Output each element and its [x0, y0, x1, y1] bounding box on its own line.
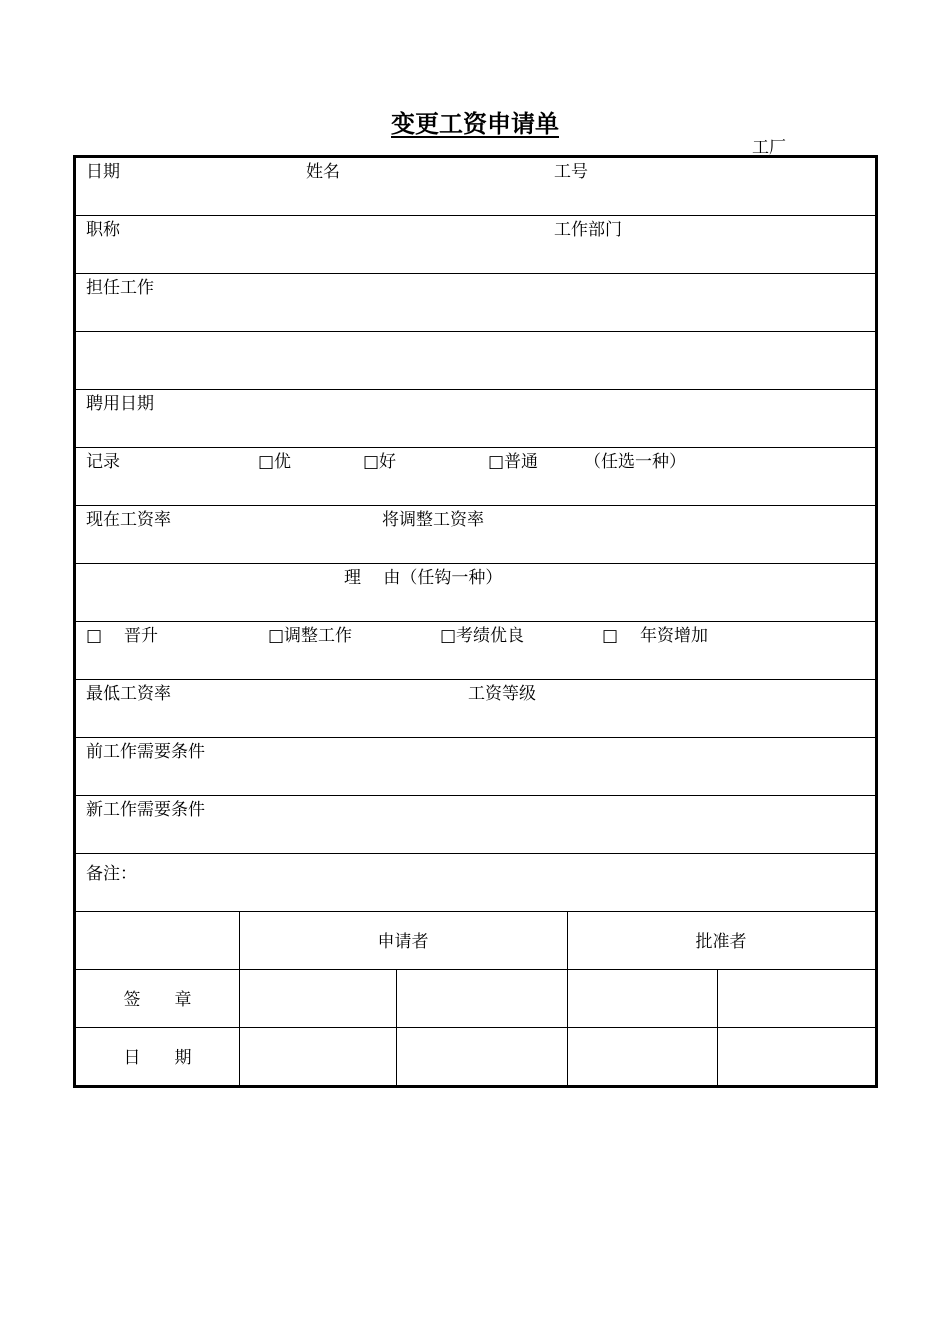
seniority-label: 年资增加 — [640, 626, 708, 646]
row-rates — [76, 506, 875, 564]
row-duty — [76, 274, 875, 332]
adjust-work-option[interactable]: □调整工作 — [268, 626, 353, 646]
date-label: 日期 — [86, 162, 120, 182]
performance-option[interactable]: □考绩优良 — [440, 626, 525, 646]
prev-requirements-label: 前工作需要条件 — [86, 742, 205, 762]
remarks-label: 备注： — [86, 864, 137, 884]
duty-label: 担任工作 — [86, 278, 154, 298]
row-blank — [76, 332, 875, 390]
grid-divider — [396, 970, 397, 1088]
signoff-date-row — [76, 1028, 875, 1088]
row-record — [76, 448, 875, 506]
reason-label: 理 由（任钩一种） — [344, 568, 503, 588]
row-minimum-rate — [76, 680, 875, 738]
new-requirements-label: 新工作需要条件 — [86, 800, 205, 820]
signature-label: 签 章 — [123, 990, 192, 1010]
grid-divider — [239, 912, 240, 1088]
seniority-checkbox[interactable]: □ — [602, 626, 619, 646]
record-option-normal[interactable]: □普通 — [488, 452, 539, 472]
signature-row — [76, 970, 875, 1028]
hire-date-label: 聘用日期 — [86, 394, 154, 414]
signoff-date-label: 日 期 — [123, 1048, 192, 1068]
grid-divider — [717, 970, 718, 1088]
applicant-label: 申请者 — [377, 932, 429, 952]
position-label: 职称 — [86, 220, 120, 240]
row-remarks — [76, 854, 875, 912]
row-position — [76, 216, 875, 274]
row-prev-requirements — [76, 738, 875, 796]
current-rate-label: 现在工资率 — [86, 510, 171, 530]
row-hire-date — [76, 390, 875, 448]
grid-divider — [567, 912, 568, 1088]
factory-label: 工厂 — [752, 138, 786, 158]
salary-change-form — [73, 155, 878, 1088]
record-hint: （任选一种） — [584, 452, 686, 472]
row-reason-options — [76, 622, 875, 680]
signoff-header-row — [76, 912, 875, 970]
grade-label: 工资等级 — [468, 684, 536, 704]
row-new-requirements — [76, 796, 875, 854]
row-basic-info — [76, 158, 875, 216]
department-label: 工作部门 — [554, 220, 622, 240]
min-rate-label: 最低工资率 — [86, 684, 171, 704]
promotion-checkbox[interactable]: □ — [86, 626, 103, 646]
record-label: 记录 — [86, 452, 120, 472]
job-number-label: 工号 — [554, 162, 588, 182]
promotion-label: 晋升 — [124, 626, 158, 646]
form-title: 变更工资申请单 — [391, 110, 559, 138]
record-option-excellent[interactable]: □优 — [258, 452, 292, 472]
adjusted-rate-label: 将调整工资率 — [382, 510, 484, 530]
record-option-good[interactable]: □好 — [363, 452, 397, 472]
name-label: 姓名 — [306, 162, 340, 182]
approver-label: 批准者 — [695, 932, 747, 952]
row-reason — [76, 564, 875, 622]
